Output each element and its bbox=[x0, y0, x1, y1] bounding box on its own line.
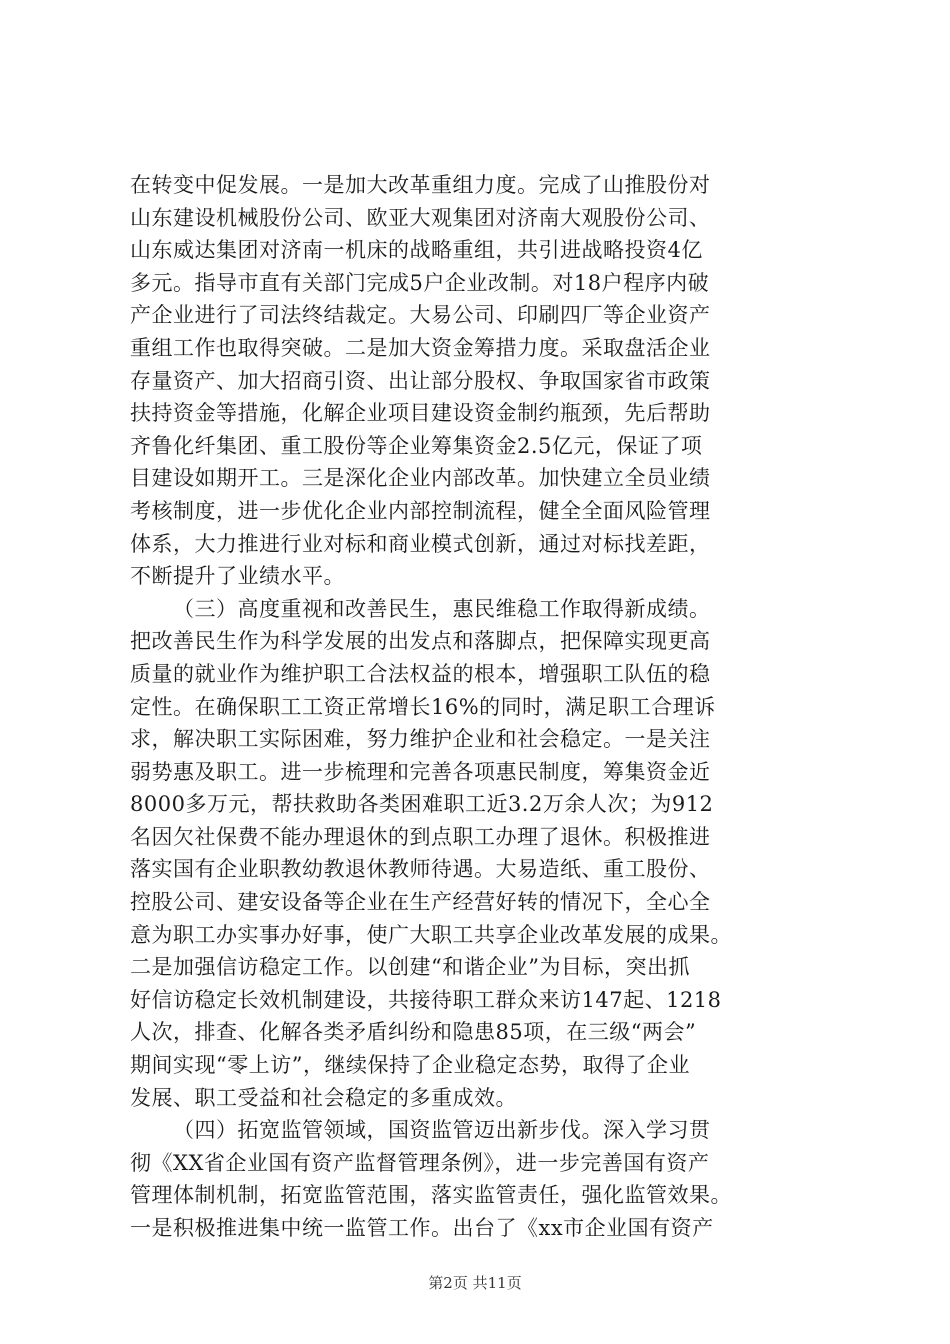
text-line: 8000多万元，帮扶救助各类困难职工近3.2万余人次；为912 bbox=[130, 792, 714, 817]
text-line: 多元。指导市直有关部门完成5户企业改制。对18户程序内破 bbox=[130, 270, 710, 295]
text-line: 二是加强信访稳定工作。以创建“和谐企业”为目标，突出抓 bbox=[130, 955, 690, 980]
text-line: 在转变中促发展。一是加大改革重组力度。完成了山推股份对 bbox=[130, 173, 711, 197]
text-line: 弱势惠及职工。进一步梳理和完善各项惠民制度，筹集资金近 bbox=[130, 759, 711, 784]
text-line: 控股公司、建安设备等企业在生产经营好转的情况下，全心全 bbox=[130, 890, 711, 915]
page-footer bbox=[0, 1272, 950, 1293]
text-line: 求，解决职工实际困难，努力维护企业和社会稳定。一是关注 bbox=[130, 727, 711, 752]
text-line: 山东威达集团对济南一机床的战略重组，共引进战略投资4亿 bbox=[130, 238, 703, 263]
text-line: 一是积极推进集中统一监管工作。出台了《xx市企业国有资产 bbox=[130, 1216, 714, 1240]
body-text bbox=[130, 169, 830, 1245]
text-line: 不断提升了业绩水平。 bbox=[130, 564, 345, 589]
text-line: 定性。在确保职工工资正常增长16%的同时，满足职工合理诉 bbox=[130, 694, 716, 719]
section-heading-3: （三）高度重视和改善民生，惠民维稳工作取得新成绩。 bbox=[173, 596, 711, 621]
text-line: 产企业进行了司法终结裁定。大易公司、印刷四厂等企业资产 bbox=[130, 303, 711, 328]
text-line: 体系，大力推进行业对标和商业模式创新，通过对标找差距， bbox=[130, 531, 711, 556]
text-line: 考核制度，进一步优化企业内部控制流程，健全全面风险管理 bbox=[130, 498, 711, 523]
text-line: 名因欠社保费不能办理退休的到点职工办理了退休。积极推进 bbox=[130, 824, 711, 849]
text-line: 质量的就业作为维护职工合法权益的根本，增强职工队伍的稳 bbox=[130, 661, 711, 686]
text-line: 山东建设机械股份公司、欧亚大观集团对济南大观股份公司、 bbox=[130, 205, 711, 230]
text-line: 意为职工办实事办好事，使广大职工共享企业改革发展的成果。 bbox=[130, 922, 732, 947]
text-line: 重组工作也取得突破。二是加大资金筹措力度。采取盘活企业 bbox=[130, 335, 711, 360]
text-line: 存量资产、加大招商引资、出让部分股权、争取国家省市政策 bbox=[130, 368, 711, 393]
text-line: 把改善民生作为科学发展的出发点和落脚点，把保障实现更高 bbox=[130, 629, 711, 654]
text-line: 人次，排查、化解各类矛盾纠纷和隐患85项，在三级“两会” bbox=[130, 1020, 697, 1045]
text-line: 发展、职工受益和社会稳定的多重成效。 bbox=[130, 1085, 517, 1110]
text-line: 管理体制机制，拓宽监管范围，落实监管责任，强化监管效果。 bbox=[130, 1183, 732, 1208]
text-line: 好信访稳定长效机制建设，共接待职工群众来访147起、1218 bbox=[130, 987, 722, 1012]
text-line: 齐鲁化纤集团、重工股份等企业筹集资金2.5亿元，保证了项 bbox=[130, 433, 703, 458]
section-heading-4: （四）拓宽监管领域，国资监管迈出新步伐。深入学习贯 bbox=[173, 1118, 711, 1143]
text-line: 彻《XX省企业国有资产监督管理条例》，进一步完善国有资产 bbox=[130, 1150, 710, 1175]
page-number-label: 第2页 共11页 bbox=[428, 1274, 522, 1292]
text-line: 落实国有企业职教幼教退休教师待遇。大易造纸、重工股份、 bbox=[130, 857, 711, 882]
text-line: 目建设如期开工。三是深化企业内部改革。加快建立全员业绩 bbox=[130, 466, 711, 491]
text-line: 期间实现“零上访”，继续保持了企业稳定态势，取得了企业 bbox=[130, 1053, 690, 1078]
text-line: 扶持资金等措施，化解企业项目建设资金制约瓶颈，先后帮助 bbox=[130, 401, 711, 426]
